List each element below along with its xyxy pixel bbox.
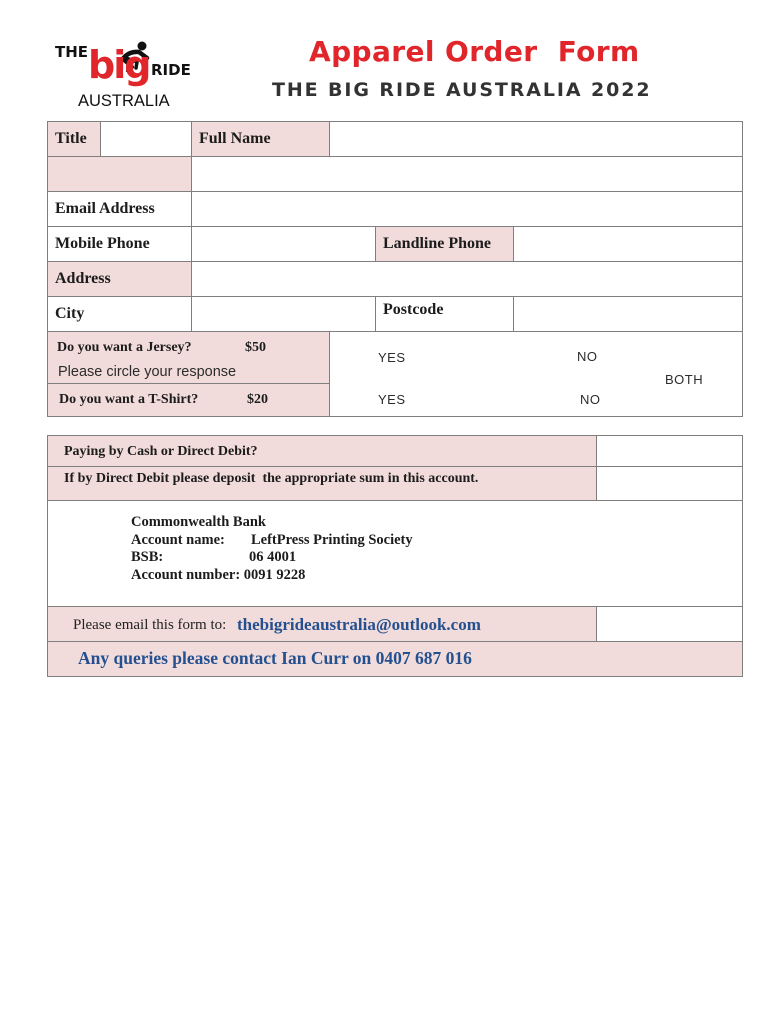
postcode-label-cell: [375, 296, 514, 332]
queries-contact-text: Any queries please contact Ian Curr on 0407 687 016: [78, 648, 472, 668]
address-label-cell: [47, 261, 192, 297]
logo-big-text: big: [88, 43, 150, 87]
jersey-yes-option[interactable]: YES: [378, 350, 406, 365]
full-name-label: Full Name: [199, 130, 271, 147]
payment-method-cell: [47, 435, 597, 467]
email-label: Email Address: [55, 200, 155, 217]
mobile-label-cell: [47, 226, 192, 262]
direct-debit-note-cell: [47, 466, 597, 501]
address-label: Address: [55, 270, 111, 287]
title-label-cell: [47, 121, 101, 157]
city-label-cell: [47, 296, 192, 332]
response-cell: [329, 331, 743, 417]
mobile-label: Mobile Phone: [55, 235, 150, 252]
page-title: Apparel Order Form: [309, 35, 640, 68]
submission-email-link[interactable]: thebigrideaustralia@outlook.com: [237, 615, 481, 634]
postcode-label: Postcode: [383, 301, 444, 318]
payment-method-field[interactable]: [596, 435, 743, 467]
jersey-price: $50: [245, 340, 266, 355]
landline-label-cell: [375, 226, 514, 262]
title-label: Title: [55, 130, 87, 147]
bank-details-cell: [47, 500, 743, 607]
tshirt-question: Do you want a T-Shirt?: [59, 392, 199, 407]
mobile-field[interactable]: [191, 226, 376, 262]
landline-label: Landline Phone: [383, 235, 492, 252]
title-field[interactable]: [100, 121, 192, 157]
blank-label-cell: [47, 156, 192, 192]
circle-instruction: Please circle your response: [58, 364, 237, 380]
logo-australia-text: AUSTRALIA: [78, 92, 170, 110]
account-number-label: Account number:: [131, 567, 241, 583]
queries-cell: [47, 641, 743, 677]
email-field[interactable]: [191, 191, 743, 227]
jersey-question-cell: [47, 331, 330, 384]
direct-debit-note: If by Direct Debit please deposit the appropriate sum in this account.: [64, 471, 479, 486]
postcode-field[interactable]: [513, 296, 743, 332]
payment-method-question: Paying by Cash or Direct Debit?: [64, 444, 258, 459]
landline-field[interactable]: [513, 226, 743, 262]
tshirt-price: $20: [247, 392, 268, 407]
extra-line-field[interactable]: [191, 156, 743, 192]
tshirt-question-cell: [47, 383, 330, 417]
page-subtitle: THE BIG RIDE AUSTRALIA 2022: [272, 79, 652, 101]
full-name-field[interactable]: [329, 121, 743, 157]
account-number-value: 0091 9228: [243, 567, 306, 583]
city-label: City: [55, 305, 85, 322]
logo-the-text: THE: [55, 43, 89, 61]
email-prompt: Please email this form to:: [73, 617, 227, 633]
bank-name: Commonwealth Bank: [131, 514, 266, 530]
jersey-question: Do you want a Jersey?: [57, 340, 192, 355]
full-name-label-cell: [191, 121, 330, 157]
logo-ride-text: RIDE: [151, 61, 191, 79]
tshirt-yes-option[interactable]: YES: [378, 392, 406, 407]
account-number-line: [131, 566, 305, 584]
email-label-cell: [47, 191, 192, 227]
account-name-label: Account name:: [131, 532, 225, 548]
account-name-value: LeftPress Printing Society: [251, 532, 413, 548]
address-field[interactable]: [191, 261, 743, 297]
bsb-value: 06 4001: [249, 549, 297, 565]
direct-debit-field[interactable]: [596, 466, 743, 501]
email-prompt-cell: [47, 606, 597, 642]
email-confirm-field[interactable]: [596, 606, 743, 642]
tshirt-no-option[interactable]: NO: [580, 392, 601, 407]
city-field[interactable]: [191, 296, 376, 332]
jersey-no-option[interactable]: NO: [577, 349, 598, 364]
both-option[interactable]: BOTH: [665, 372, 704, 387]
bsb-label: BSB:: [131, 549, 164, 565]
